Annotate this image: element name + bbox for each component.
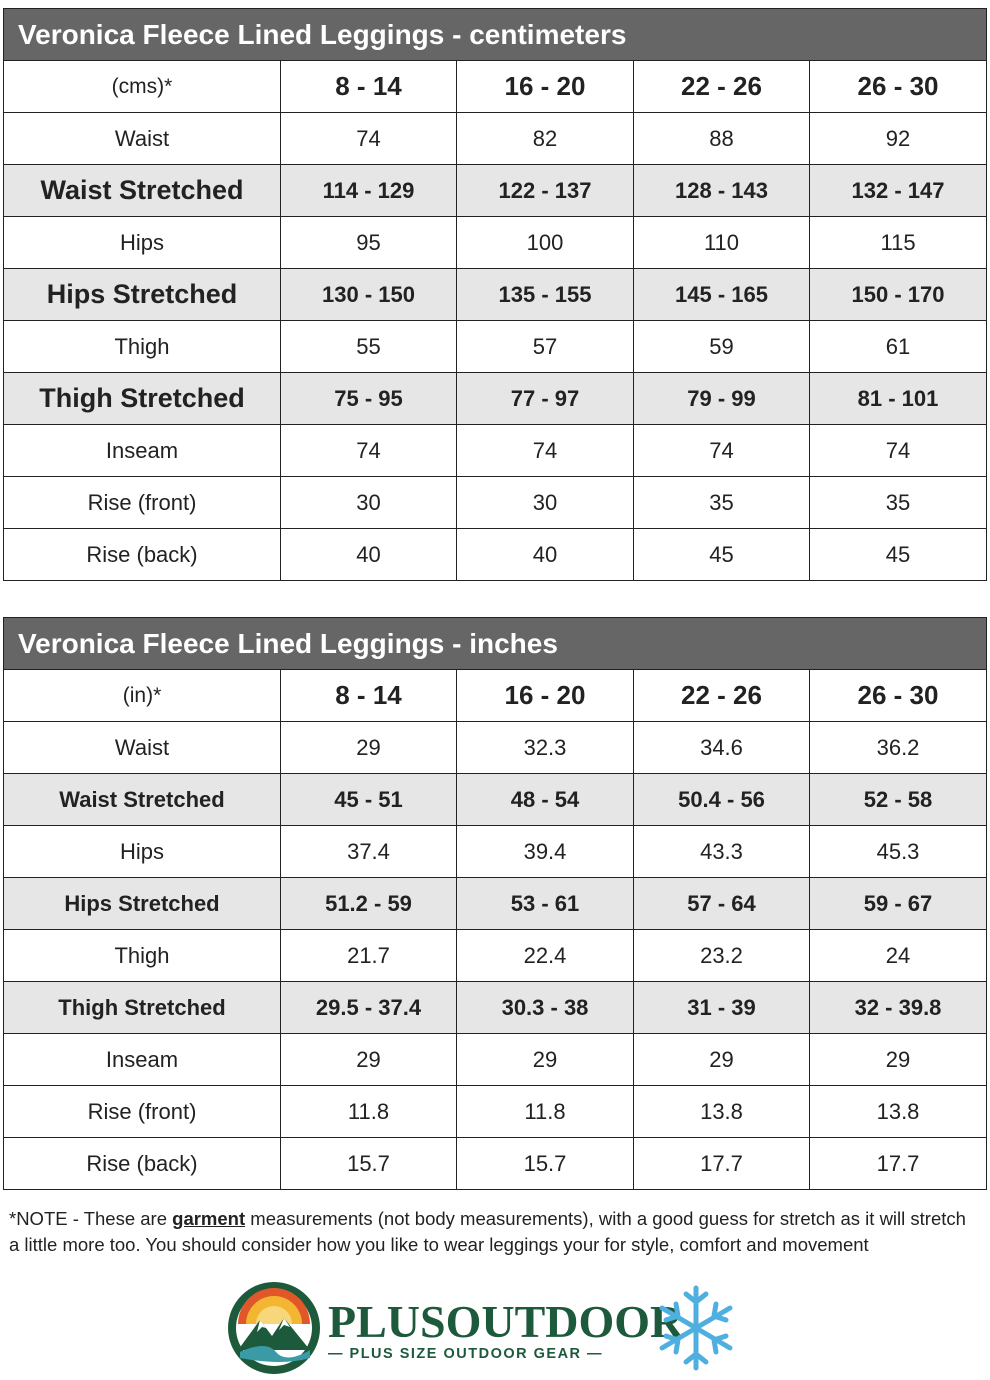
row-label: Inseam — [4, 1034, 281, 1086]
measurement-cell: 13.8 — [810, 1086, 987, 1138]
measurement-cell: 88 — [634, 113, 810, 165]
table-row — [4, 826, 987, 878]
measurement-cell: 45 - 51 — [281, 774, 457, 826]
table-row — [4, 269, 987, 321]
garment-note — [9, 1206, 979, 1257]
size-header: 22 - 26 — [634, 61, 810, 113]
measurement-cell: 29 — [634, 1034, 810, 1086]
note-emphasis: garment — [172, 1208, 246, 1229]
row-label: Thigh — [4, 930, 281, 982]
row-label: Hips Stretched — [4, 878, 281, 930]
row-label: Waist Stretched — [4, 165, 281, 217]
measurement-cell: 135 - 155 — [457, 269, 634, 321]
row-label: Rise (back) — [4, 529, 281, 581]
measurement-cell: 36.2 — [810, 722, 987, 774]
measurement-cell: 45 — [810, 529, 987, 581]
measurement-cell: 37.4 — [281, 826, 457, 878]
table-row — [4, 930, 987, 982]
table-row — [4, 722, 987, 774]
measurement-cell: 48 - 54 — [457, 774, 634, 826]
size-header: 8 - 14 — [281, 670, 457, 722]
measurement-cell: 59 - 67 — [810, 878, 987, 930]
measurement-cell: 55 — [281, 321, 457, 373]
measurement-cell: 17.7 — [810, 1138, 987, 1190]
measurement-cell: 95 — [281, 217, 457, 269]
measurement-cell: 59 — [634, 321, 810, 373]
measurement-cell: 130 - 150 — [281, 269, 457, 321]
measurement-cell: 29 — [810, 1034, 987, 1086]
measurement-cell: 57 - 64 — [634, 878, 810, 930]
table-row — [4, 1034, 987, 1086]
table-row — [4, 982, 987, 1034]
measurement-cell: 29 — [281, 722, 457, 774]
measurement-cell: 29 — [281, 1034, 457, 1086]
unit-label: (in)* — [4, 670, 281, 722]
measurement-cell: 52 - 58 — [810, 774, 987, 826]
measurement-cell: 61 — [810, 321, 987, 373]
row-label: Inseam — [4, 425, 281, 477]
size-header: 22 - 26 — [634, 670, 810, 722]
measurement-cell: 82 — [457, 113, 634, 165]
measurement-cell: 31 - 39 — [634, 982, 810, 1034]
table-row — [4, 1086, 987, 1138]
measurement-cell: 34.6 — [634, 722, 810, 774]
measurement-cell: 35 — [634, 477, 810, 529]
measurement-cell: 13.8 — [634, 1086, 810, 1138]
size-header: 16 - 20 — [457, 61, 634, 113]
table-row — [4, 113, 987, 165]
measurement-cell: 30 — [457, 477, 634, 529]
measurement-cell: 22.4 — [457, 930, 634, 982]
row-label: Thigh Stretched — [4, 373, 281, 425]
row-label: Thigh Stretched — [4, 982, 281, 1034]
size-header: 26 - 30 — [810, 670, 987, 722]
measurement-cell: 15.7 — [457, 1138, 634, 1190]
table-row — [4, 321, 987, 373]
measurement-cell: 50.4 - 56 — [634, 774, 810, 826]
row-label: Hips Stretched — [4, 269, 281, 321]
measurement-cell: 132 - 147 — [810, 165, 987, 217]
table-row — [4, 165, 987, 217]
size-header: 26 - 30 — [810, 61, 987, 113]
row-label: Waist Stretched — [4, 774, 281, 826]
measurement-cell: 17.7 — [634, 1138, 810, 1190]
table-row — [4, 425, 987, 477]
row-label: Thigh — [4, 321, 281, 373]
measurement-cell: 39.4 — [457, 826, 634, 878]
table-row — [4, 774, 987, 826]
unit-label: (cms)* — [4, 61, 281, 113]
measurement-cell: 110 — [634, 217, 810, 269]
measurement-cell: 40 — [457, 529, 634, 581]
row-label: Rise (front) — [4, 1086, 281, 1138]
measurement-cell: 74 — [281, 113, 457, 165]
measurement-cell: 30.3 - 38 — [457, 982, 634, 1034]
measurement-cell: 29 — [457, 1034, 634, 1086]
logo-wordmark: PLUSOUTDOOR — [328, 1296, 684, 1347]
size-chart-inches — [3, 617, 987, 1190]
measurement-cell: 51.2 - 59 — [281, 878, 457, 930]
measurement-cell: 11.8 — [281, 1086, 457, 1138]
measurement-cell: 74 — [634, 425, 810, 477]
table-row — [4, 477, 987, 529]
note-prefix: *NOTE - These are — [9, 1208, 173, 1229]
measurement-cell: 75 - 95 — [281, 373, 457, 425]
measurement-cell: 114 - 129 — [281, 165, 457, 217]
measurement-cell: 145 - 165 — [634, 269, 810, 321]
row-label: Rise (back) — [4, 1138, 281, 1190]
row-label: Rise (front) — [4, 477, 281, 529]
measurement-cell: 32 - 39.8 — [810, 982, 987, 1034]
measurement-cell: 77 - 97 — [457, 373, 634, 425]
measurement-cell: 32.3 — [457, 722, 634, 774]
row-label: Hips — [4, 217, 281, 269]
table-row — [4, 217, 987, 269]
measurement-cell: 35 — [810, 477, 987, 529]
measurement-cell: 57 — [457, 321, 634, 373]
table-row — [4, 1138, 987, 1190]
measurement-cell: 30 — [281, 477, 457, 529]
measurement-cell: 150 - 170 — [810, 269, 987, 321]
size-chart-centimeters — [3, 8, 987, 581]
logo-tagline: — PLUS SIZE OUTDOOR GEAR — — [328, 1346, 604, 1362]
table-row — [4, 878, 987, 930]
plusoutdoor-logo — [226, 1280, 746, 1376]
measurement-cell: 122 - 137 — [457, 165, 634, 217]
measurement-cell: 53 - 61 — [457, 878, 634, 930]
measurement-cell: 45.3 — [810, 826, 987, 878]
measurement-cell: 74 — [281, 425, 457, 477]
table-row — [4, 529, 987, 581]
measurement-cell: 29.5 - 37.4 — [281, 982, 457, 1034]
size-header: 16 - 20 — [457, 670, 634, 722]
measurement-cell: 45 — [634, 529, 810, 581]
measurement-cell: 23.2 — [634, 930, 810, 982]
measurement-cell: 15.7 — [281, 1138, 457, 1190]
row-label: Waist — [4, 113, 281, 165]
measurement-cell: 74 — [810, 425, 987, 477]
measurement-cell: 100 — [457, 217, 634, 269]
measurement-cell: 115 — [810, 217, 987, 269]
note-suffix: measurements (not body measurements), with a good guess for stretch as it will stretch a little more too. You should consider how you like to wear leggings your for style, comfort and movement — [9, 1208, 966, 1255]
measurement-cell: 92 — [810, 113, 987, 165]
measurement-cell: 11.8 — [457, 1086, 634, 1138]
measurement-cell: 24 — [810, 930, 987, 982]
table-title: Veronica Fleece Lined Leggings - centimeters — [4, 9, 987, 61]
measurement-cell: 43.3 — [634, 826, 810, 878]
measurement-cell: 40 — [281, 529, 457, 581]
measurement-cell: 21.7 — [281, 930, 457, 982]
measurement-cell: 79 - 99 — [634, 373, 810, 425]
row-label: Hips — [4, 826, 281, 878]
table-row — [4, 373, 987, 425]
mountain-badge-icon — [228, 1282, 320, 1374]
row-label: Waist — [4, 722, 281, 774]
table-title: Veronica Fleece Lined Leggings - inches — [4, 618, 987, 670]
measurement-cell: 128 - 143 — [634, 165, 810, 217]
measurement-cell: 74 — [457, 425, 634, 477]
measurement-cell: 81 - 101 — [810, 373, 987, 425]
size-header: 8 - 14 — [281, 61, 457, 113]
